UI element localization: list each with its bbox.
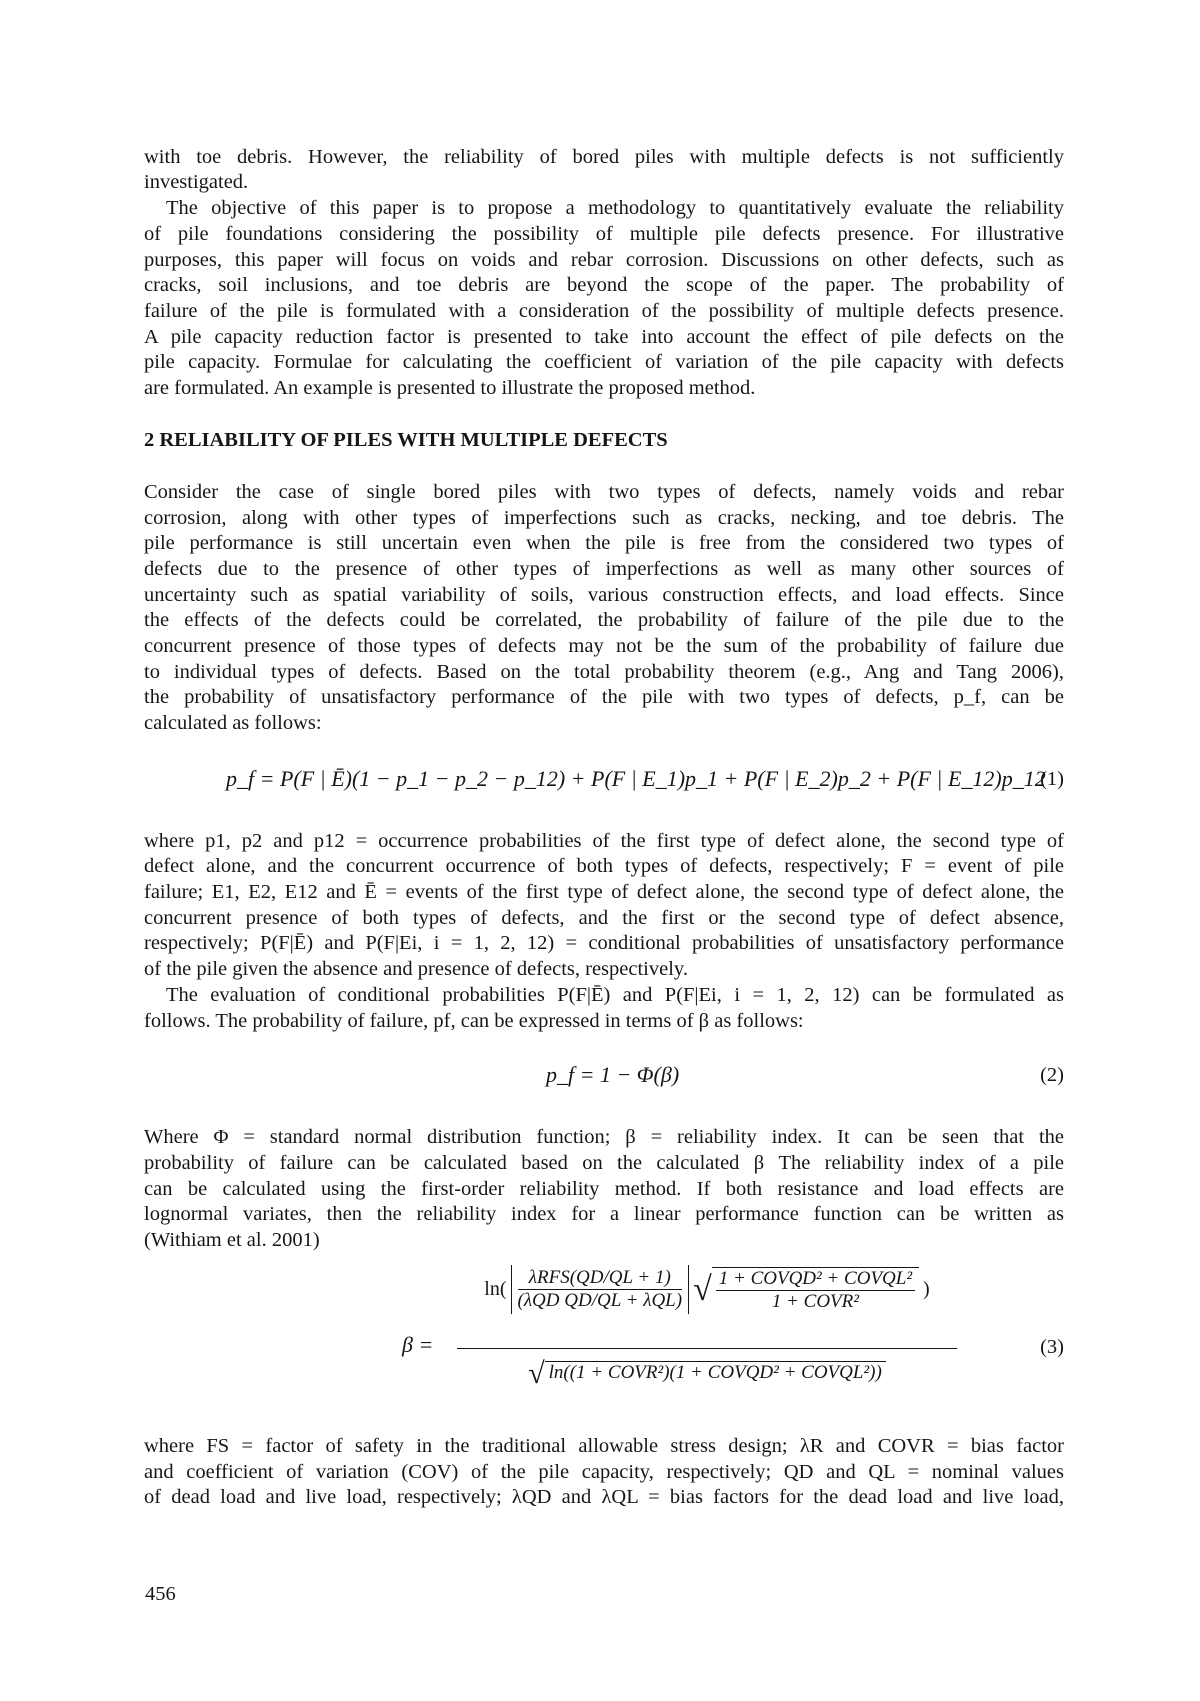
equation-3-close: ) bbox=[923, 1278, 930, 1300]
text-line: lognormal variates, then the reliability index for a linear performance function can be written as bbox=[144, 1203, 1064, 1225]
text-line: of the pile given the absence and presence of defects, respectively. bbox=[144, 958, 688, 980]
equation-3-sqrt-denominator: 1 + COVR² bbox=[771, 1290, 859, 1312]
equation-number: (3) bbox=[1040, 1336, 1064, 1358]
text-line: The evaluation of conditional probabilities P(F|Ē) and P(F|Ei, i = 1, 2, 12) can be formulated as bbox=[166, 984, 1064, 1006]
text-line: concurrent presence of both types of defects, and the first or the second type of defect absence, bbox=[144, 907, 1064, 929]
equation-3-lhs: β = bbox=[402, 1332, 434, 1357]
equation-3-inner-fraction bbox=[511, 1265, 690, 1314]
equation-3-numerator bbox=[452, 1265, 962, 1314]
text-line: failure of the pile is formulated with a consideration of the possibility of multiple defects presence. bbox=[144, 300, 1064, 322]
text-line: investigated. bbox=[144, 171, 249, 193]
text-line: failure; E1, E2, E12 and Ē = events of the first type of defect alone, the second type of defect alone, the bbox=[144, 881, 1064, 903]
text-line: defect alone, and the concurrent occurrence of both types of defects, respectively; F = event of pile bbox=[144, 855, 1064, 877]
equation-3 bbox=[402, 1265, 982, 1415]
text-line: purposes, this paper will focus on voids and rebar corrosion. Discussions on other defects, such as bbox=[144, 249, 1064, 271]
text-line: probability of failure can be calculated based on the calculated β The reliability index of a pile bbox=[144, 1152, 1064, 1174]
text-line: where p1, p2 and p12 = occurrence probabilities of the first type of defect alone, the second type of bbox=[144, 830, 1064, 852]
equation-number: (1) bbox=[1040, 768, 1064, 790]
sqrt-icon: √ bbox=[528, 1357, 545, 1390]
text-line: respectively; P(F|Ē) and P(F|Ei, i = 1, 2, 12) = conditional probabilities of unsatisfactory performance bbox=[144, 932, 1064, 954]
text-line: the probability of unsatisfactory performance of the pile with two types of defects, p_f, can be bbox=[144, 686, 1064, 708]
text-line: of dead load and live load, respectively; λQD and λQL = bias factors for the dead load and live load, bbox=[144, 1486, 1064, 1508]
text-line: cracks, soil inclusions, and toe debris are beyond the scope of the paper. The probability of bbox=[144, 274, 1064, 296]
text-line: of pile foundations considering the possibility of multiple pile defects presence. For illustrative bbox=[144, 223, 1064, 245]
text-line: (Withiam et al. 2001) bbox=[144, 1229, 320, 1251]
text-line: uncertainty such as spatial variability of soils, various construction effects, and load effects. Since bbox=[144, 584, 1064, 606]
equation-3-inner-numerator: λRFS(QD/QL + 1) bbox=[518, 1267, 683, 1290]
equation-number: (2) bbox=[1040, 1064, 1064, 1086]
text-line: calculated as follows: bbox=[144, 712, 322, 734]
text-line: to individual types of defects. Based on the total probability theorem (e.g., Ang and Tang 2006), bbox=[144, 661, 1064, 683]
text-line: where FS = factor of safety in the traditional allowable stress design; λR and COVR = bias factor bbox=[144, 1435, 1064, 1457]
text-line: and coefficient of variation (COV) of the pile capacity, respectively; QD and QL = nominal values bbox=[144, 1461, 1064, 1483]
text-line: pile performance is still uncertain even when the pile is free from the considered two types of bbox=[144, 532, 1064, 554]
equation-3-sqrt bbox=[693, 1267, 919, 1313]
text-line: can be calculated using the first-order reliability method. If both resistance and load effects are bbox=[144, 1178, 1064, 1200]
text-line: with toe debris. However, the reliability of bored piles with multiple defects is not sufficiently bbox=[144, 146, 1064, 168]
equation-3-sqrt-body bbox=[712, 1267, 919, 1313]
text-line: A pile capacity reduction factor is presented to take into account the effect of pile defects on the bbox=[144, 326, 1064, 348]
equation-1: p_f = P(F | Ē)(1 − p_1 − p_2 − p_12) + P(F | E_1)p_1 + P(F | E_2)p_2 + P(F | E_12)p_12 bbox=[226, 766, 1046, 791]
section-heading: 2 RELIABILITY OF PILES WITH MULTIPLE DEFECTS bbox=[144, 429, 668, 451]
text-line: defects due to the presence of other types of imperfections as well as many other sources of bbox=[144, 558, 1064, 580]
text-line: Consider the case of single bored piles with two types of defects, namely voids and rebar bbox=[144, 481, 1064, 503]
text-line: pile capacity. Formulae for calculating the coefficient of variation of the pile capacity with defects bbox=[144, 351, 1064, 373]
equation-3-denominator-text: ln((1 + COVR²)(1 + COVQD² + COVQL²)) bbox=[545, 1361, 886, 1384]
text-line: corrosion, along with other types of imperfections such as cracks, necking, and toe debris. The bbox=[144, 507, 1064, 529]
text-line: concurrent presence of those types of defects may not be the sum of the probability of failure due bbox=[144, 635, 1064, 657]
text-line: follows. The probability of failure, pf, can be expressed in terms of β as follows: bbox=[144, 1010, 804, 1032]
equation-3-denominator bbox=[452, 1357, 962, 1391]
equation-3-sqrt-numerator: 1 + COVQD² + COVQL² bbox=[716, 1268, 915, 1291]
text-line: are formulated. An example is presented to illustrate the proposed method. bbox=[144, 377, 756, 399]
equation-3-ln: ln( bbox=[484, 1278, 507, 1300]
text-line: Where Φ = standard normal distribution function; β = reliability index. It can be seen that the bbox=[144, 1126, 1064, 1148]
text-line: the effects of the defects could be correlated, the probability of failure of the pile due to the bbox=[144, 609, 1064, 631]
equation-3-inner-denominator: (λQD QD/QL + λQL) bbox=[517, 1290, 683, 1311]
page-number: 456 bbox=[145, 1583, 176, 1605]
sqrt-icon: √ bbox=[693, 1270, 712, 1308]
equation-3-fraction-bar bbox=[457, 1348, 957, 1349]
text-line: The objective of this paper is to propose a methodology to quantitatively evaluate the reliability bbox=[166, 197, 1064, 219]
equation-2: p_f = 1 − Φ(β) bbox=[546, 1062, 680, 1087]
